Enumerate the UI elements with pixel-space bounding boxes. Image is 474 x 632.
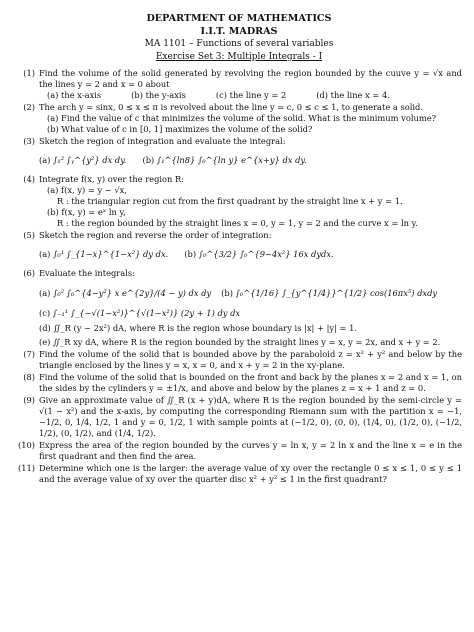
question-text: Evaluate the integrals: [39,268,135,278]
question-text: The arch y = sinx, 0 ≤ x ≤ π is revolved about the line y = c, 0 ≤ c ≤ 1, to generate a solid. [39,102,423,112]
part-b: (b) f(x, y) = eˣ ln y, [47,207,126,217]
question-5 [16,230,462,267]
option-d: (d) the line x = 4. [316,90,390,100]
option-b: (b) the y-axis [131,90,186,100]
integral-b: (b) ∫₀^{3/2} ∫₀^{9−4x²} 16x dydx. [184,248,334,259]
question-4 [16,174,462,229]
question-2 [16,102,462,135]
question-number: (6) [23,268,35,278]
integral-a: (a) ∫₁² ∫ᵧ^{y²} dx dy. [39,154,127,165]
part-a: (a) f(x, y) = y − √x, [47,185,127,195]
question-number: (1) [23,68,35,78]
part-b: (b) What value of c in [0, 1] maximizes the volume of the solid? [47,124,313,134]
option-a: (a) the x-axis [47,90,102,100]
question-text: Sketch the region and reverse the order of integration: [39,230,272,240]
question-7 [16,349,462,371]
option-row [39,90,462,101]
question-text: Sketch the region of integration and evaluate the integral: [39,136,286,146]
question-number: (3) [23,136,35,146]
integral-a: (a) ∫₀¹ ∫_{1−x}^{1−x²} dy dx. [39,248,169,259]
integral-row [39,241,462,267]
course-title: MA 1101 – Functions of several variables [144,39,334,49]
question-number: (8) [23,372,35,382]
question-11 [16,463,462,485]
question-number: (9) [23,395,35,405]
question-number: (2) [23,102,35,112]
question-number: (7) [23,349,35,359]
question-text: Express the area of the region bounded by the curves y = ln x, y = 2 ln x and the line x = e in the first quadrant and then find the area. [39,440,462,461]
question-text: Find the volume of the solid generated by revolving the region bounded by the cuuve y = √x and the lines y = 2 and x = 0 about [39,68,462,89]
exercise-title: Exercise Set 3: Multiple Integrals - I [155,52,323,62]
question-8 [16,372,462,394]
question-9 [16,395,462,439]
integral-row [39,279,462,307]
question-text: Determine which one is the larger: the average value of xy over the rectangle 0 ≤ x ≤ 1, 0 ≤ y ≤ 1 and the average value of xy over the quarter disc x² + y² ≤ 1 in the first quadrant? [39,463,462,484]
question-text: Find the volume of the solid that is bounded on the front and back by the planes x = 2 and x = 1, on the sides by the cylinders y = ±1/x, and above and below by the planes z = x + 1 and z = 0. [39,372,462,393]
integral-b: (b) ∫₁^{ln8} ∫₀^{ln y} e^{x+y} dx dy. [142,154,307,165]
question-text: Give an approximate value of ∬_R (x + y)dA, where R is the region bounded by the semi-circle y = √(1 − x²) and the x-axis, by computing the corresponding Riemann sum with the partition x = −1, −1/2, 0, 1/4, 1/2, 1 and y = 0, 1/2, 1 with sample points at (−1/2, 0), (0, 0), (1/4, 0), (1/2, 0), (−1/2, 1/2), (0, 1/2), and (1/4, 1/2). [39,395,462,438]
part-a-region: R : the triangular region cut from the first quadrant by the straight line x + y = 1. [57,196,403,206]
question-text: Integrate f(x, y) over the region R: [39,174,185,184]
integral-b: (b) ∫₀^{1/16} ∫_{y^{1/4}}^{1/2} cos(16πx⁵) dxdy [221,287,438,298]
sheet-header [16,12,462,64]
question-6 [16,268,462,348]
part-d: (d) ∬_R (y − 2x²) dA, where R is the region whose boundary is |x| + |y| = 1. [39,323,358,333]
integral-a: (a) ∫₀² ∫₀^{4−y²} x e^{2y}/(4 − y) dx dy [39,287,212,298]
integral-c: (c) ∫₋₁¹ ∫_{−√(1−x²)}^{√(1−x²)} (2y + 1) dy dx [39,308,241,318]
part-b-region: R : the region bounded by the straight lines x = 0, y = 1, y = 2 and the curve x = ln y. [57,218,418,228]
part-e: (e) ∬_R xy dA, where R is the region bounded by the straight lines y = x, y = 2x, and x + y = 2. [39,337,441,347]
institute-title: I.I.T. MADRAS [200,26,278,37]
option-c: (c) the line y = 2 [215,90,287,100]
question-number: (10) [17,440,35,450]
integral-row [39,147,462,173]
question-number: (4) [23,174,35,184]
question-number: (5) [23,230,35,240]
question-3 [16,136,462,173]
question-1 [16,68,462,101]
question-10 [16,440,462,462]
question-text: Find the volume of the solid that is bounded above by the paraboloid z = x² + y² and below by the triangle enclosed by the lines y = x, x = 0, and x + y = 2 in the xy-plane. [39,349,462,370]
question-number: (11) [17,463,35,473]
part-a: (a) Find the value of c that minimizes the volume of the solid. What is the minimum volume? [47,113,437,123]
department-title: DEPARTMENT OF MATHEMATICS [146,13,332,24]
integral-row [39,307,462,320]
